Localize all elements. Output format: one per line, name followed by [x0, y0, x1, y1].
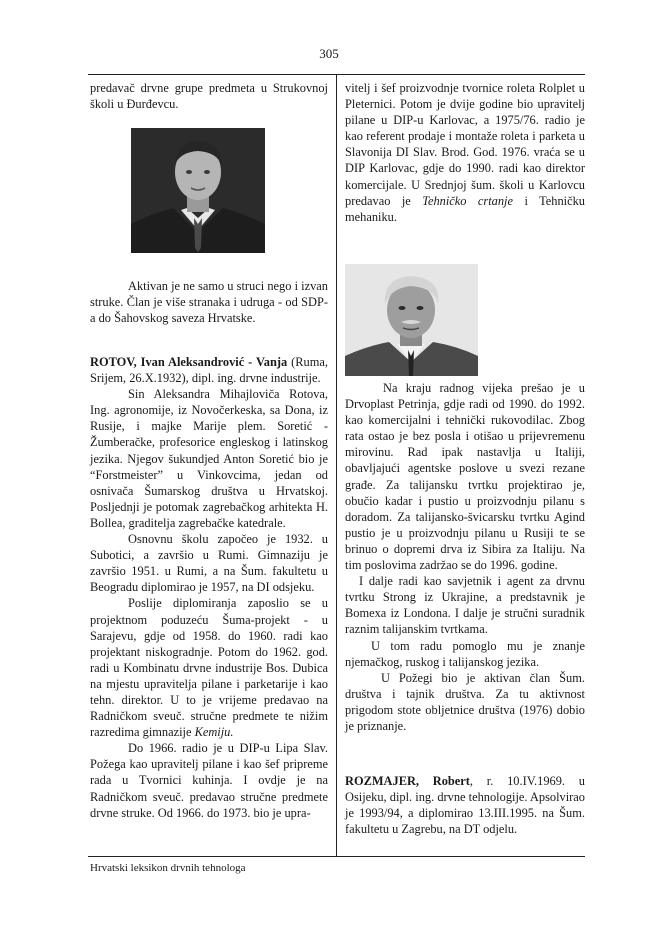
older-man-image [345, 264, 478, 376]
rotov-continued-tail: i Tehničku mehaniku. [345, 193, 586, 224]
rozmajer-text: , r. 10.IV.1969. u Osijeku, dipl. ing. drvne tehnologije. Apsolvirao je 1993/94, a diplomirao 13.III.1995. na Šum. fakultetu u Zagrebu, na DT odjelu. [345, 774, 585, 837]
rotov-education-paragraph: Osnovnu školu započeo je 1932. u Subotici, a završio u Rumi. Gimnaziju je završio 1951. u Rumi, a na Šum. fakultetu u Beogradu diplomirao je 1957, na DI odsjeku. [90, 532, 328, 595]
column-divider [336, 75, 337, 856]
activity-caption: Aktivan je ne samo u struci nego i izvan struke. Član je više stranaka i udruga - od SDP-a do Šahovskog saveza Hrvatske. [90, 279, 328, 326]
portrait-photo-right [345, 264, 478, 376]
rotov-lead: (Ruma, Srijem, 26.X.1932), dipl. ing. drvne industrije. [90, 355, 328, 386]
rozmajer-paragraph [345, 773, 585, 837]
right-column [345, 80, 585, 225]
consultant-paragraph: I dalje radi kao savjetnik i agent za drvnu tvrtku Strong iz Ukrajine, a predstavnik je Bomexa iz Londona. I dalje je stručni suradnik raznim talijanskim tvrtkama. [345, 574, 585, 637]
rotov-heading-paragraph [90, 354, 328, 386]
rotov-continued-emphasis: Tehničko crtanje [422, 193, 514, 208]
society-paragraph: U Požegi bio je aktivan član Šum. društva i tajnik društva. Za tu aktivnost prigodom stote obljetnice društva (1976) dobio je priznanje. [345, 670, 585, 733]
entry-name-rozmajer: ROZMAJER, Robert [345, 774, 470, 788]
rotov-career-text: Poslije diplomiranja zaposlio se u projektnom poduzeću Šuma-projekt - u Sarajevu, gdje od 1958. do 1960. radi kao projektant niskogradnje. Potom do 1962. god. radi u Kombinatu drvne industrije Bos. Dubica na mjestu upravitelja pilane i parketarije i kao tehn. direktor. U to je vrijeme predavao na Radničkom sveuč. stručne predmete te nižim razredima gimnazije [90, 596, 328, 740]
languages-paragraph: U tom radu pomoglo mu je znanje njemačkog, ruskog i talijanskog jezika. [345, 638, 585, 669]
left-column [90, 80, 328, 112]
rotov-career-paragraph-2: Do 1966. radio je u DIP-u Lipa Slav. Požega kao upravitelj pilane i kao šef pripreme rada u Tvornici kuhinja. I ovdje je na Radničkom sveuč. predavao stručne predmete drvne struke. Od 1966. do 1973. bio je upra- [90, 741, 328, 820]
footer-title: Hrvatski leksikon drvnih tehnologa [90, 862, 246, 874]
rotov-career-emphasis: Kemiju. [194, 725, 234, 740]
man-in-suit-image [131, 128, 265, 253]
entry-name-rotov: ROTOV, Ivan Aleksandrović - Vanja [90, 355, 288, 369]
rotov-entry [90, 354, 328, 821]
rotov-family-paragraph: Sin Aleksandra Mihajloviča Rotova, Ing. agronomije, iz Novočerkeska, sa Dona, iz Rusije, i majke Marije plem. Soretić - Žumberačke, profesorice engleskog i latinskog jezika. Njegov šukundjed Anton Soretić bio je “Forstmeister” u Vinkovcima, jedan od osnivača Šumarskog društva u Hrvatskoj. Posljednji je potomak zagrebačkog arhitekta H. Bollea, graditelja zagrebačke katedrale. [90, 387, 328, 530]
page-number: 305 [319, 46, 339, 61]
footer-rule [88, 856, 585, 857]
intro-paragraph: predavač drvne grupe predmeta u Strukovnoj školi u Đurđevcu. [90, 81, 328, 112]
retirement-paragraph: Na kraju radnog vijeka prešao je u Drvoplast Petrinja, gdje radi od 1990. do 1992. kao komercijalni i tehnički rukovodilac. Zbog rata ostao je bez posla i otišao u prijevremenu mirovinu. Rad ipak nastavlja u Italiji, obavljajući agentske poslove u svezi rezane građe. Za talijansku tvrtku projektirao je, obučio kadar i pustio u proizvodnju pilanu s doradom. Za talijansko-švicarsku tvrtku Agind pustio je u proizvodnju pilanu u Rusiji te se brinuo o dopremi drva iz Sibira za Italiju. Na tim poslovima zadržao se do 1996. godine. [345, 381, 585, 573]
rotov-continued-paragraph [345, 80, 585, 225]
rotov-career-paragraph [90, 595, 328, 740]
rotov-continued-text: vitelj i šef proizvodnje tvornice roleta Rolplet u Pleternici. Potom je dvije godine bio upravitelj pilane u DIP-u Karlovac, a 1975/76. radio je kao referent prodaje i montaže roleta i parketa u Slavonija DI Slav. Brod. God. 1976. vraća se u DIP Karlovac, gdje do 1990. radi kao direktor komercijale. U Srednjoj šum. školi u Karlovcu predavao je [345, 81, 585, 208]
left-column-caption [90, 278, 328, 326]
right-column-lower [345, 380, 585, 734]
portrait-photo-left [131, 128, 265, 253]
rozmajer-entry [345, 773, 585, 837]
